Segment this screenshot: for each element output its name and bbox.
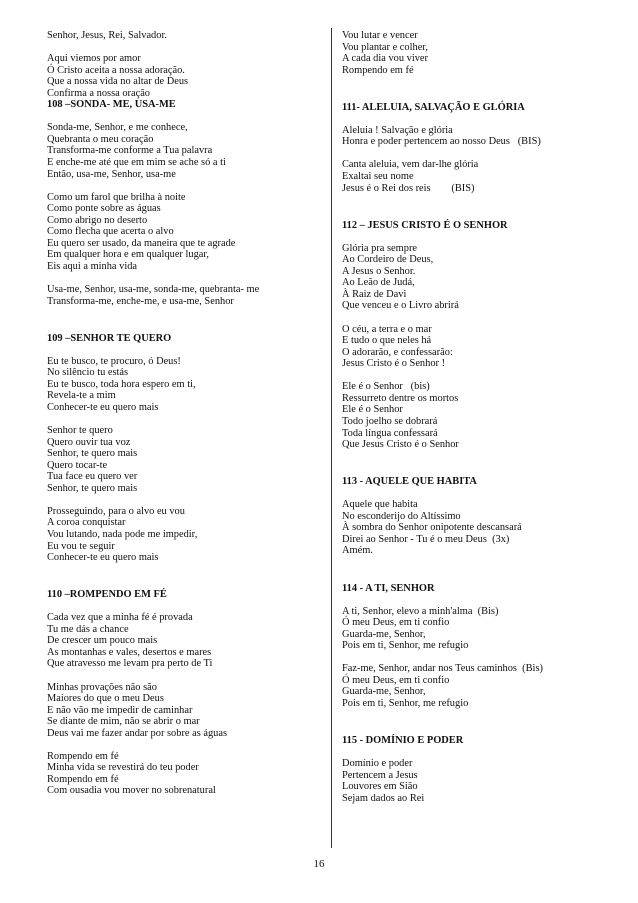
lyric-line: Minha vida se revestirá do teu poder (47, 762, 199, 774)
lyric-line: Quero tocar-te (47, 459, 108, 471)
section-spacer (47, 575, 322, 589)
lyric-line: Domínio e poder (342, 758, 413, 770)
lyric-line: Jesus é o Rei dos reis (BIS) (342, 182, 475, 194)
blank-line (47, 739, 322, 751)
lyric-line: Minhas provações não são (47, 681, 157, 693)
blank-line (342, 557, 602, 569)
lyric-line: Quero ouvir tua voz (47, 436, 131, 448)
lyric-line: Honra e poder pertencem ao nosso Deus (BIS) (342, 136, 541, 148)
lyric-line: À Raiz de Davi (342, 288, 407, 300)
lyric-line: Em qualquer hora e em qualquer lugar, (47, 249, 210, 261)
lyric-line: Guarda-me, Senhor, (342, 686, 426, 698)
lyric-line: Sejam dados ao Rei (342, 792, 425, 804)
blank-line (342, 594, 602, 606)
lyric-line: Glória pra sempre (342, 242, 418, 254)
lyric-line: Ó Cristo aceita a nossa adoração. (47, 64, 185, 76)
blank-line (47, 307, 322, 319)
hymn-title: 112 – JESUS CRISTO É O SENHOR (342, 219, 508, 231)
lyric-line: As montanhas e vales, desertos e mares (47, 646, 212, 658)
lyric-line: Então, usa-me, Senhor, usa-me (47, 168, 176, 180)
lyric-line: Como abrigo no deserto (47, 214, 148, 226)
section-spacer (47, 319, 322, 333)
lyric-line: Cada vez que a minha fé é provada (47, 612, 193, 624)
lyric-line: Que venceu e o Livro abrirá (342, 300, 459, 312)
lyric-line: Como ponte sobre as águas (47, 203, 161, 215)
lyric-line: Aqui viemos por amor (47, 53, 141, 65)
lyric-line: A cada dia vou viver (342, 53, 428, 65)
blank-line (47, 180, 322, 192)
lyric-line: Louvores em Sião (342, 781, 418, 793)
lyric-line: Faz-me, Senhor, andar nos Teus caminhos (Bis) (342, 663, 543, 675)
page-number: 16 (313, 858, 325, 870)
lyric-line: Sonda-me, Senhor, e me conhece, (47, 122, 188, 134)
lyric-line: Canta aleluia, vem dar-lhe glória (342, 159, 479, 171)
blank-line (342, 652, 602, 664)
blank-line (47, 564, 322, 576)
blank-line (47, 414, 322, 426)
lyric-line: Vou plantar e colher, (342, 41, 428, 53)
left-column (47, 30, 322, 797)
lyric-line: Que atravesso me levam pra perto de Ti (47, 658, 213, 670)
lyric-line: No esconderijo do Altíssimo (342, 510, 461, 522)
lyric-line: Ó meu Deus, em ti confio (342, 617, 450, 629)
blank-line (47, 601, 322, 613)
blank-line (342, 113, 602, 125)
blank-line (47, 344, 322, 356)
blank-line (342, 148, 602, 160)
lyric-line: Tu me dás a chance (47, 623, 129, 635)
lyric-line: Eu te busco, toda hora espero em ti, (47, 378, 196, 390)
lyric-line: Eu quero ser usado, da maneira que te agrade (47, 237, 236, 249)
lyric-line: Aleluia ! Salvação e glória (342, 124, 453, 136)
lyric-line: À sombra do Senhor onipotente descansará (342, 522, 522, 534)
lyric-line: Transforma-me, enche-me, e usa-me, Senhor (47, 295, 234, 307)
lyric-line: Confirma a nossa oração (47, 87, 151, 99)
lyric-line: Eis aqui a minha vida (47, 260, 138, 272)
blank-line (342, 194, 602, 206)
section-spacer (342, 462, 602, 476)
lyric-line: Rompendo em fé (47, 773, 119, 785)
lyric-line: Que Jesus Cristo é o Senhor (342, 439, 459, 451)
blank-line (342, 488, 602, 500)
lyric-line: Que a nossa vida no altar de Deus (47, 76, 189, 88)
lyric-line: Conhecer-te eu quero mais (47, 401, 159, 413)
lyric-line: A Jesus o Senhor. (342, 265, 416, 277)
column-divider (331, 28, 332, 848)
lyric-line: Senhor te quero (47, 425, 113, 437)
section-spacer (342, 88, 602, 102)
lyric-line: E enche-me até que em mim se ache só a ti (47, 157, 226, 169)
blank-line (47, 111, 322, 123)
lyric-line: Ó meu Deus, em ti confio (342, 674, 450, 686)
lyric-line: Todo joelho se dobrará (342, 415, 438, 427)
hymn-title: 114 - A TI, SENHOR (342, 582, 435, 594)
lyric-line: Guarda-me, Senhor, (342, 628, 426, 640)
lyric-line: Amém. (342, 545, 373, 557)
lyric-line: E não vão me impedir de caminhar (47, 704, 193, 716)
lyric-line: Jesus Cristo é o Senhor ! (342, 358, 446, 370)
lyric-line: Se diante de mim, não se abrir o mar (47, 716, 200, 728)
lyric-line: Tua face eu quero ver (47, 471, 138, 483)
lyric-line: Pertencem a Jesus (342, 769, 418, 781)
blank-line (47, 42, 322, 54)
lyric-line: Vou lutando, nada pode me impedir, (47, 528, 198, 540)
hymn-title: 113 - AQUELE QUE HABITA (342, 476, 477, 488)
lyric-line: Quebranta o meu coração (47, 133, 154, 145)
lyric-line: Vou lutar e vencer (342, 30, 418, 41)
lyric-line: Eu vou te seguir (47, 540, 115, 552)
lyric-line: A ti, Senhor, elevo a minh'alma (Bis) (342, 605, 499, 617)
right-column (342, 30, 602, 804)
lyric-line: Como um farol que brilha à noite (47, 191, 186, 203)
blank-line (342, 370, 602, 382)
lyric-line: Com ousadia vou mover no sobrenatural (47, 785, 216, 797)
blank-line (47, 494, 322, 506)
lyric-line: Usa-me, Senhor, usa-me, sonda-me, quebranta- me (47, 284, 260, 296)
lyric-line: Toda língua confessará (342, 427, 438, 439)
lyric-line: Revela-te a mim (47, 390, 116, 402)
lyric-line: Eu te busco, te procuro, ó Deus! (47, 355, 181, 367)
hymn-title: 109 –SENHOR TE QUERO (47, 332, 172, 344)
lyric-line: Ao Cordeiro de Deus, (342, 254, 434, 266)
lyric-line: Rompendo em fé (47, 750, 119, 762)
blank-line (342, 76, 602, 88)
blank-line (342, 231, 602, 243)
lyric-line: Ele é o Senhor (342, 404, 403, 416)
lyric-line: Conhecer-te eu quero mais (47, 552, 159, 564)
lyric-line: Exaltai seu nome (342, 171, 414, 183)
lyric-line: No silêncio tu estás (47, 367, 129, 379)
lyric-line: Ele é o Senhor (bis) (342, 381, 430, 393)
hymn-title: 111- ALELUIA, SALVAÇÃO E GLÓRIA (342, 101, 525, 113)
blank-line (47, 272, 322, 284)
lyric-line: Como flecha que acerta o alvo (47, 226, 174, 238)
lyric-line: Senhor, Jesus, Rei, Salvador. (47, 30, 167, 41)
lyric-line: Transforma-me conforme a Tua palavra (47, 145, 213, 157)
blank-line (342, 710, 602, 722)
lyric-line: Pois em ti, Senhor, me refugio (342, 697, 469, 709)
hymn-title: 110 –ROMPENDO EM FÉ (47, 589, 167, 601)
lyric-line: Maiores do que o meu Deus (47, 693, 164, 705)
lyric-line: O adorarão, e confessarão: (342, 346, 453, 358)
lyric-line: Ao Leão de Judá, (342, 277, 415, 289)
section-spacer (342, 206, 602, 220)
hymn-title: 115 - DOMÍNIO E PODER (342, 735, 464, 747)
lyric-line: Senhor, te quero mais (47, 448, 138, 460)
lyric-line: Direi ao Senhor - Tu é o meu Deus (3x) (342, 533, 510, 545)
lyric-line: Deus vai me fazer andar por sobre as águas (47, 727, 228, 739)
blank-line (342, 451, 602, 463)
section-spacer (342, 569, 602, 583)
lyric-line: A coroa conquistar (47, 517, 126, 529)
lyric-line: E tudo o que neles há (342, 335, 432, 347)
lyric-line: Rompendo em fé (342, 64, 414, 76)
lyric-line: De crescer um pouco mais (47, 635, 158, 647)
blank-line (342, 312, 602, 324)
lyric-line: Pois em ti, Senhor, me refugio (342, 640, 469, 652)
blank-line (47, 670, 322, 682)
lyric-line: Aquele que habita (342, 499, 418, 511)
hymn-title: 108 –SONDA- ME, USA-ME (47, 99, 176, 111)
lyric-line: Senhor, te quero mais (47, 482, 138, 494)
lyric-line: O céu, a terra e o mar (342, 323, 432, 335)
lyric-line: Prosseguindo, para o alvo eu vou (47, 505, 185, 517)
lyric-line: Ressurreto dentre os mortos (342, 392, 459, 404)
blank-line (342, 747, 602, 759)
section-spacer (342, 721, 602, 735)
